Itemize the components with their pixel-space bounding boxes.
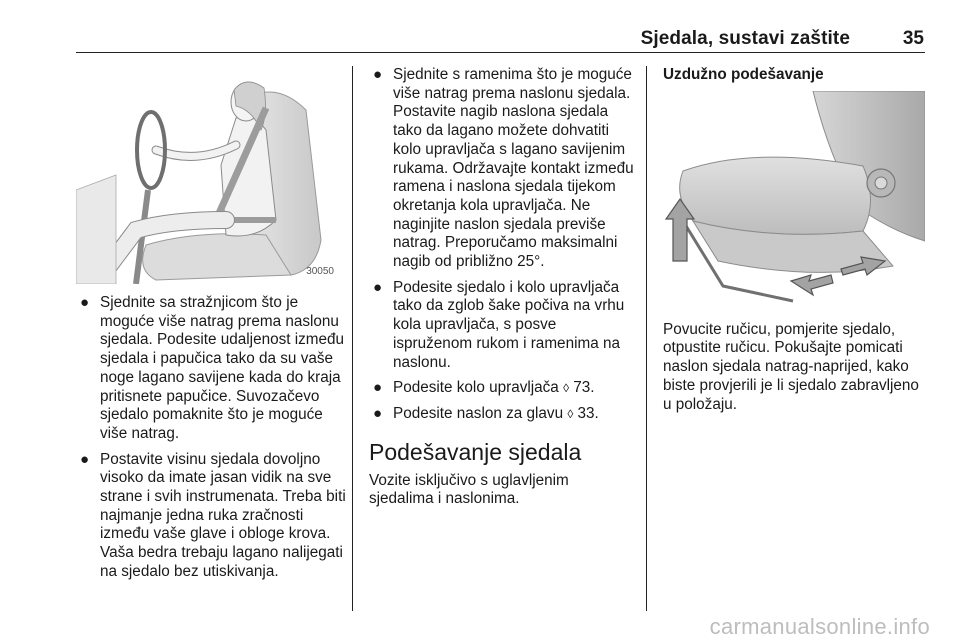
- sub-heading: Uzdužno podešavanje: [663, 66, 824, 83]
- column-1: [76, 70, 346, 589]
- watermark: carmanualsonline.info: [709, 614, 930, 639]
- header-title: Sjedala, sustavi zaštite: [640, 28, 850, 49]
- list-item: ● Podesite naslon za glavu ◊ 33.: [373, 404, 599, 422]
- column-2: [369, 66, 637, 509]
- bullet-list: [76, 294, 346, 582]
- header-rule: [76, 52, 925, 53]
- bullet-list: [369, 66, 637, 424]
- page-reference-icon: ◊: [563, 381, 570, 396]
- page-reference-icon: ◊: [567, 406, 574, 421]
- section-heading: Podešavanje sjedala: [369, 438, 582, 465]
- column-divider-1: [352, 66, 353, 611]
- figure-code: 30050: [306, 266, 334, 278]
- seat-lever-illustration: [663, 91, 925, 305]
- list-item: ● Podesite sjedalo i kolo upravljača tako da zglob šake počiva na vrhu kola upravljača, s posve ispruženom rukom i ramenima na naslonu.: [373, 278, 625, 371]
- page-number: 35: [902, 28, 924, 49]
- page-reference[interactable]: 73.: [573, 379, 595, 397]
- section-text: Vozite isključivo s uglavljenim sjedalima i naslonima.: [369, 471, 569, 508]
- list-item: ● Sjednite s ramenima što je moguće više natrag prema naslonu sjedala. Postavite nagib naslona sjedala tako da lagano možete dohvatiti kolo upravljača s lagano savijenim rukama. Održavajte kontakt između ramena i naslona sjedala tijekom okretanja kola upravljača. Ne naginjite naslon sjedala previše natrag. Preporučamo maksimalni nagib od približno 25°.: [373, 66, 634, 271]
- list-item: ● Podesite kolo upravljača ◊ 73.: [373, 379, 595, 397]
- driver-seated-illustration: [76, 70, 338, 284]
- list-item: ● Sjednite sa stražnjicom što je moguće više natrag prema naslonu sjedala. Podesite udaljenost između sjedala i papučica tako da su vaše noge lagano savijene kada do kraja pritisnete papučice. Suvozačevo sjedalo pomaknite što je moguće više natrag.: [80, 294, 345, 442]
- page-reference[interactable]: 33.: [577, 404, 599, 422]
- column-divider-2: [646, 66, 647, 611]
- column-3: [663, 66, 928, 414]
- instruction-paragraph: Povucite ručicu, pomjerite sjedalo, otpustite ručicu. Pokušajte pomicati naslon sjedala natrag-naprijed, kako biste provjerili je li sjedalo zabravljeno u položaju.: [663, 320, 919, 413]
- list-item: ● Postavite visinu sjedala dovoljno visoko da imate jasan vidik na sve strane i svih instrumenata. Treba biti najmanje jedna ruka zračnosti između vaše glave i obloge krova. Vaša bedra trebaju lagano nalijegati na sjedalo bez utiskivanja.: [80, 450, 346, 580]
